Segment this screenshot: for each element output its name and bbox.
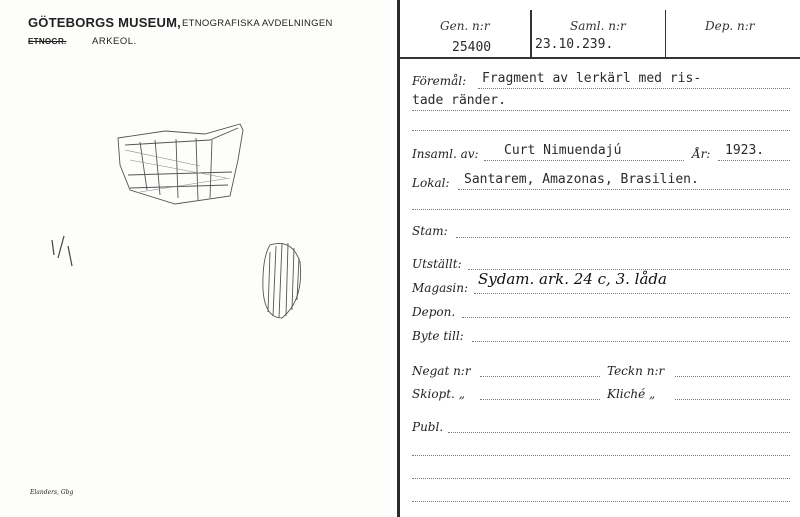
foremal-value-line2: tade ränder. [412,93,506,108]
kliche-label: Kliché „ [607,387,656,401]
teckn-label: Teckn n:r [607,364,665,378]
stam-label: Stam: [412,224,448,238]
sherd-sketch-small [263,243,301,318]
left-card [0,0,396,517]
department-name: ETNOGRAFISKA AVDELNINGEN [182,18,333,29]
saml-nr-label: Saml. n:r [570,19,626,33]
margin-mark [52,236,72,266]
lokal-value: Santarem, Amazonas, Brasilien. [464,172,699,187]
artifact-sketches [0,0,396,517]
utstallt-label: Utställt: [412,257,462,271]
gen-nr-label: Gen. n:r [440,19,490,33]
gen-nr-value: 25400 [452,40,492,55]
magasin-label: Magasin: [412,281,469,295]
header-divider-2 [665,10,666,58]
ar-label: År: [692,147,711,161]
museum-name: GÖTEBORGS MUSEUM, [28,15,181,30]
struck-department: ETNOGR. [28,37,67,46]
printer-imprint: Elanders, Gbg [30,489,74,496]
sherd-sketch-large [118,124,243,204]
foremal-label: Föremål: [412,74,467,88]
saml-nr-value: 23.10.239. [535,37,614,52]
insaml-label: Insaml. av: [412,147,479,161]
foremal-value-line1: Fragment av lerkärl med ris- [482,71,702,86]
magasin-value: Sydam. ark. 24 c, 3. låda [478,270,667,288]
lokal-label: Lokal: [412,176,450,190]
depon-label: Depon. [412,305,456,319]
negat-label: Negat n:r [412,364,471,378]
insaml-value: Curt Nimuendajú [504,143,622,158]
byte-till-label: Byte till: [412,329,464,343]
sub-department: ARKEOL. [92,36,137,47]
header-divider-1 [530,10,532,58]
dep-nr-label: Dep. n:r [705,19,755,33]
ar-value: 1923. [725,143,765,158]
header-bottom-rule [400,57,800,59]
skiopt-label: Skiopt. „ [412,387,465,401]
publ-label: Publ. [412,420,444,434]
right-card [400,0,800,517]
